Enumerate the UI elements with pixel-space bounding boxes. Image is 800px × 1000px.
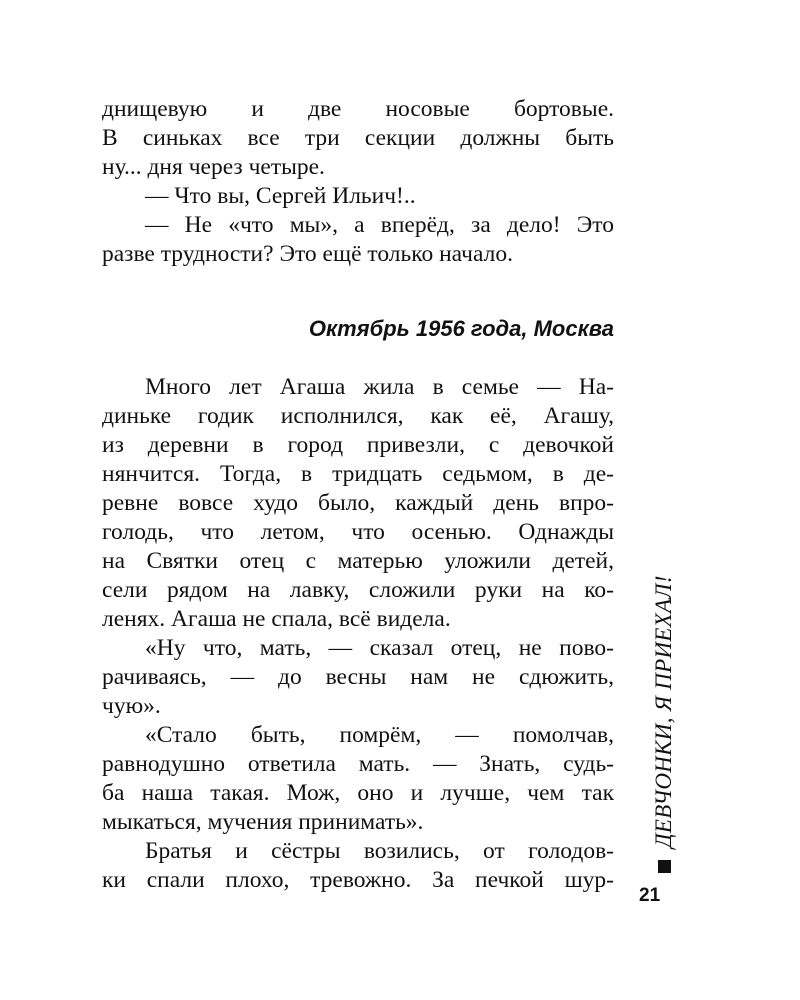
text-line: чую». xyxy=(102,693,161,719)
text-line: равнодушно ответила мать. — Знать, судь- xyxy=(102,751,614,777)
dialogue-line: — Не «что мы», а вперёд, за дело! Это xyxy=(145,212,614,238)
text-line: рачиваясь, — до весны нам не сдюжить, xyxy=(102,664,614,690)
text-line: В синьках все три секции должны быть xyxy=(102,125,614,151)
text-line: Братья и сёстры возились, от голодов- xyxy=(145,838,614,864)
text-line: диньке годик исполнился, как её, Агашу, xyxy=(102,403,614,429)
text-line: мыкаться, мучения принимать». xyxy=(102,809,424,835)
text-line: ну... дня через четыре. xyxy=(102,154,325,180)
text-line: нянчится. Тогда, в тридцать седьмом, в де- xyxy=(102,461,614,487)
text-line: днищевую и две носовые бортовые. xyxy=(102,96,614,122)
text-line: сели рядом на лавку, сложили руки на ко- xyxy=(102,577,614,603)
section-heading: Октябрь 1956 года, Москва xyxy=(308,316,614,341)
text-line: «Стало быть, помрём, — помолчав, xyxy=(145,722,614,748)
running-title xyxy=(652,575,676,873)
dialogue-line: — Что вы, Сергей Ильич!.. xyxy=(145,183,416,209)
text-line: голодь, что летом, что осенью. Однажды xyxy=(102,519,614,545)
text-line: «Ну что, мать, — сказал отец, не пово- xyxy=(145,635,614,661)
square-marker-icon xyxy=(658,860,671,873)
text-line: Много лет Агаша жила в семье — На- xyxy=(145,374,614,400)
text-line: ленях. Агаша не спала, всё видела. xyxy=(102,606,451,632)
text-line: на Святки отец с матерью уложили детей, xyxy=(102,548,614,574)
main-text-block xyxy=(102,373,614,895)
text-line: ки спали плохо, тревожно. За печкой шур- xyxy=(102,867,614,893)
text-line: из деревни в город привезли, с девочкой xyxy=(102,432,614,458)
page-number: 21 xyxy=(639,885,661,906)
text-line: ревне вовсе худо было, каждый день впро- xyxy=(102,490,614,516)
running-title-text: ДЕВЧОНКИ, Я ПРИЕХАЛ! xyxy=(651,575,676,848)
text-line: разве трудности? Это ещё только начало. xyxy=(102,241,513,267)
top-text-block xyxy=(102,95,614,269)
text-line: ба наша такая. Мож, оно и лучше, чем так xyxy=(102,780,614,806)
